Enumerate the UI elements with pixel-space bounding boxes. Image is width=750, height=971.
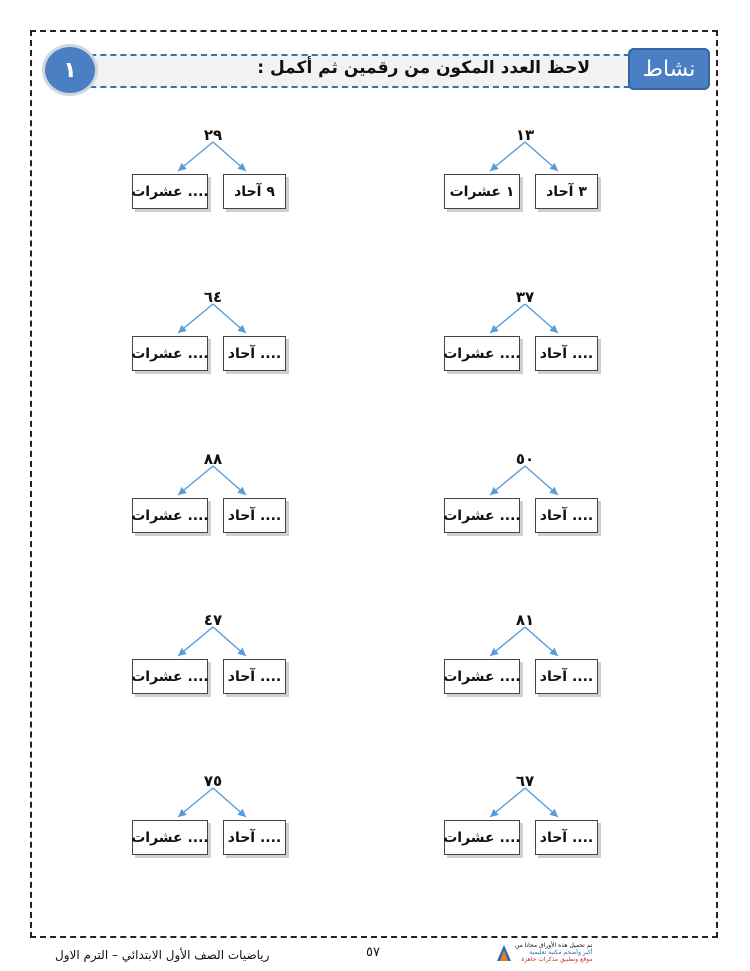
- split-arrows: [444, 772, 602, 822]
- exercise-number: ٦٧: [515, 772, 535, 790]
- exercise-number: ٦٤: [203, 288, 223, 306]
- split-arrows: [444, 450, 602, 500]
- exercise-number: ١٣: [515, 126, 535, 144]
- exercise-number: ٣٧: [515, 288, 535, 306]
- ones-box[interactable]: .... آحاد: [535, 659, 598, 694]
- exercise-8: [132, 611, 290, 706]
- exercise-number: ٨٨: [203, 450, 223, 468]
- logo-line-3: موقع وتطبيق مذكرات جاهزة: [521, 956, 593, 963]
- split-arrows: [444, 611, 602, 661]
- split-arrows: [132, 772, 290, 822]
- page-number: ٥٧: [366, 945, 380, 960]
- split-arrows: [132, 288, 290, 338]
- exercise-2: [132, 126, 290, 221]
- tens-box[interactable]: .... عشرات: [132, 659, 208, 694]
- ones-box[interactable]: .... آحاد: [223, 820, 286, 855]
- ones-box[interactable]: .... آحاد: [535, 336, 598, 371]
- logo-line-2: أكبر وأضخم مكتبة تعليمية: [529, 949, 593, 956]
- exercise-9: [444, 772, 602, 867]
- tens-box[interactable]: .... عشرات: [444, 659, 520, 694]
- exercise-4: [132, 288, 290, 383]
- split-arrows: [132, 611, 290, 661]
- ones-box[interactable]: .... آحاد: [535, 820, 598, 855]
- tens-box[interactable]: .... عشرات: [132, 174, 208, 209]
- ones-box[interactable]: ٣ آحاد: [535, 174, 598, 209]
- instruction-title: لاحظ العدد المكون من رقمين ثم أكمل :: [257, 58, 590, 78]
- tens-box[interactable]: .... عشرات: [444, 498, 520, 533]
- split-arrows: [444, 126, 602, 176]
- exercise-3: [444, 288, 602, 383]
- split-arrows: [132, 450, 290, 500]
- ones-box[interactable]: .... آحاد: [535, 498, 598, 533]
- exercise-7: [444, 611, 602, 706]
- exercise-number: ٧٥: [203, 772, 223, 790]
- exercise-6: [132, 450, 290, 545]
- ones-box[interactable]: .... آحاد: [223, 659, 286, 694]
- publisher-logo: [496, 942, 592, 963]
- exercise-number: ٨١: [515, 611, 535, 629]
- footer-subject: رياضيات الصف الأول الابتدائي – الترم الاول: [55, 948, 270, 962]
- ones-box[interactable]: .... آحاد: [223, 498, 286, 533]
- exercise-number: ٥٠: [515, 450, 535, 468]
- exercise-number: ٢٩: [203, 126, 223, 144]
- tens-box[interactable]: .... عشرات: [444, 336, 520, 371]
- ones-box[interactable]: .... آحاد: [223, 336, 286, 371]
- activity-label: نشاط: [628, 48, 710, 90]
- ones-box[interactable]: ٩ آحاد: [223, 174, 286, 209]
- exercise-10: [132, 772, 290, 867]
- tens-box[interactable]: ١ عشرات: [444, 174, 520, 209]
- exercise-number: ٤٧: [203, 611, 223, 629]
- tens-box[interactable]: .... عشرات: [132, 820, 208, 855]
- activity-number-badge: ١: [42, 44, 98, 96]
- split-arrows: [132, 126, 290, 176]
- triangle-logo-icon: [496, 944, 512, 962]
- exercise-5: [444, 450, 602, 545]
- split-arrows: [444, 288, 602, 338]
- tens-box[interactable]: .... عشرات: [444, 820, 520, 855]
- exercise-1: [444, 126, 602, 221]
- logo-line-1: تم تحميل هذه الأوراق مجانا من: [515, 942, 593, 949]
- tens-box[interactable]: .... عشرات: [132, 336, 208, 371]
- tens-box[interactable]: .... عشرات: [132, 498, 208, 533]
